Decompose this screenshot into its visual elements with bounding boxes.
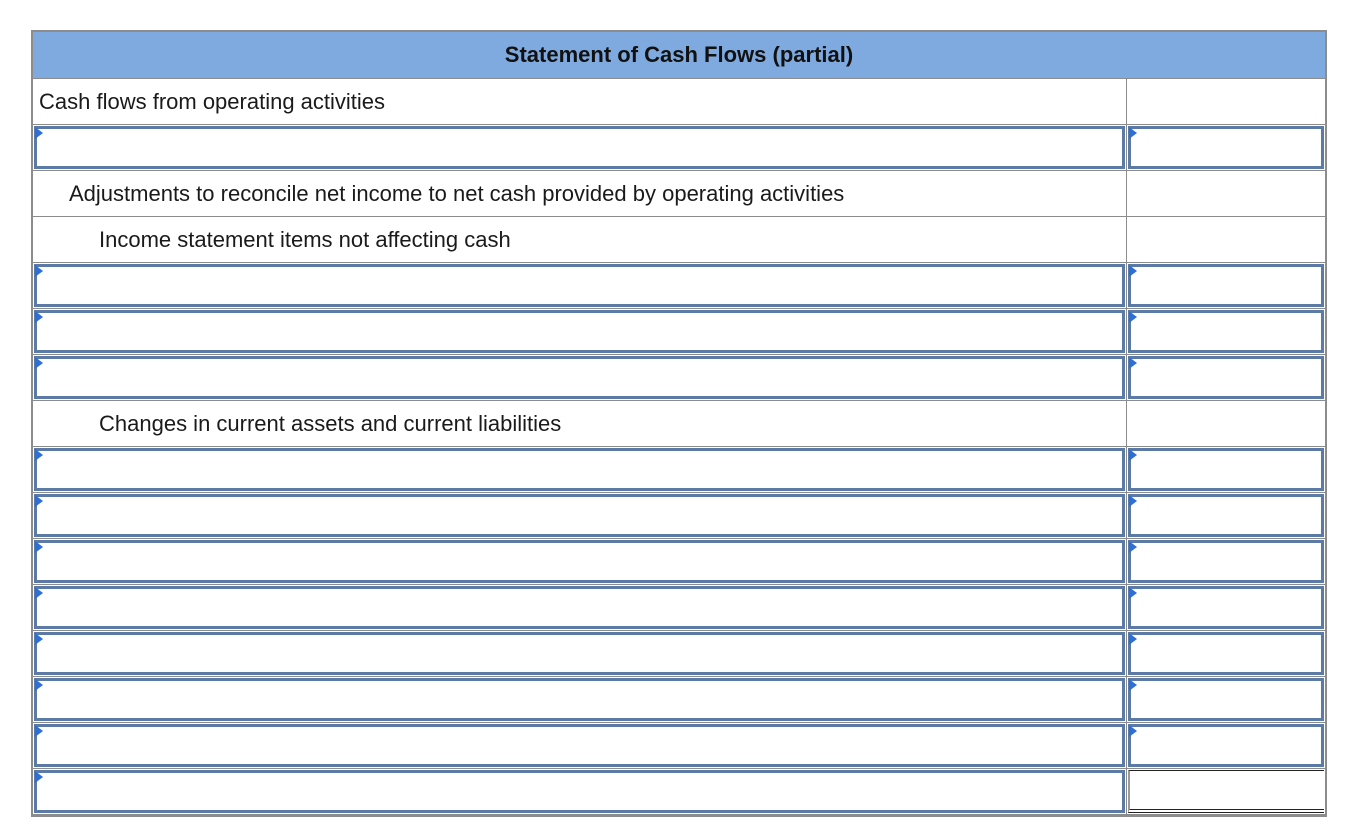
amount-cell (1127, 677, 1325, 723)
dropdown-marker-icon (35, 357, 43, 369)
amount-cell (1127, 125, 1325, 171)
account-select-input[interactable] (34, 448, 1125, 491)
dropdown-marker-icon (35, 725, 43, 737)
dropdown-marker-icon (35, 771, 43, 783)
account-select-input[interactable] (34, 770, 1125, 813)
account-select-cell (33, 447, 1127, 493)
statement-input-row (33, 263, 1325, 309)
statement-input-row (33, 677, 1325, 723)
dropdown-marker-icon (35, 633, 43, 645)
statement-label-row (33, 79, 1325, 125)
account-select-cell (33, 631, 1127, 677)
account-select-cell (33, 585, 1127, 631)
account-select-input[interactable] (34, 586, 1125, 629)
account-select-cell (33, 677, 1127, 723)
statement-label-row (33, 171, 1325, 217)
account-select-input[interactable] (34, 264, 1125, 307)
row-label: Cash flows from operating activities (33, 79, 1127, 125)
amount-input[interactable] (1128, 540, 1324, 583)
amount-input[interactable] (1128, 632, 1324, 675)
amount-input[interactable] (1128, 448, 1324, 491)
amount-cell-empty (1127, 401, 1325, 447)
amount-input[interactable] (1128, 724, 1324, 767)
dropdown-marker-icon (35, 311, 43, 323)
statement-input-row (33, 493, 1325, 539)
row-label: Income statement items not affecting cash (33, 217, 1127, 263)
account-select-input[interactable] (34, 632, 1125, 675)
account-select-cell (33, 539, 1127, 585)
statement-input-row (33, 539, 1325, 585)
amount-cell (1127, 631, 1325, 677)
dropdown-marker-icon (35, 265, 43, 277)
amount-input[interactable] (1128, 126, 1324, 169)
account-select-input[interactable] (34, 724, 1125, 767)
dropdown-marker-icon (35, 679, 43, 691)
statement-title: Statement of Cash Flows (partial) (33, 32, 1325, 79)
dropdown-marker-icon (1129, 311, 1137, 323)
amount-cell (1127, 355, 1325, 401)
cash-flow-statement-table (31, 30, 1327, 817)
amount-input[interactable] (1128, 356, 1324, 399)
dropdown-marker-icon (1129, 679, 1137, 691)
dropdown-marker-icon (35, 495, 43, 507)
amount-cell (1127, 447, 1325, 493)
amount-input[interactable] (1128, 586, 1324, 629)
account-select-input[interactable] (34, 494, 1125, 537)
dropdown-marker-icon (35, 127, 43, 139)
account-select-input[interactable] (34, 540, 1125, 583)
amount-cell (1127, 769, 1325, 815)
amount-cell (1127, 723, 1325, 769)
dropdown-marker-icon (35, 541, 43, 553)
dropdown-marker-icon (1129, 495, 1137, 507)
amount-cell-empty (1127, 171, 1325, 217)
dropdown-marker-icon (1129, 449, 1137, 461)
statement-rows (33, 79, 1325, 815)
amount-cell (1127, 309, 1325, 355)
statement-input-row (33, 125, 1325, 171)
account-select-input[interactable] (34, 678, 1125, 721)
statement-input-row (33, 769, 1325, 815)
amount-cell (1127, 493, 1325, 539)
statement-input-row (33, 631, 1325, 677)
account-select-cell (33, 769, 1127, 815)
statement-input-row (33, 309, 1325, 355)
account-select-cell (33, 125, 1127, 171)
account-select-cell (33, 309, 1127, 355)
amount-input[interactable] (1128, 264, 1324, 307)
statement-label-row (33, 217, 1325, 263)
amount-input[interactable] (1128, 678, 1324, 721)
dropdown-marker-icon (1129, 587, 1137, 599)
dropdown-marker-icon (35, 449, 43, 461)
statement-label-row (33, 401, 1325, 447)
dropdown-marker-icon (1129, 357, 1137, 369)
account-select-cell (33, 723, 1127, 769)
account-select-input[interactable] (34, 126, 1125, 169)
total-amount-input[interactable] (1128, 770, 1324, 813)
statement-input-row (33, 447, 1325, 493)
account-select-input[interactable] (34, 310, 1125, 353)
statement-input-row (33, 723, 1325, 769)
dropdown-marker-icon (35, 587, 43, 599)
amount-cell (1127, 263, 1325, 309)
account-select-cell (33, 355, 1127, 401)
amount-cell (1127, 585, 1325, 631)
amount-cell-empty (1127, 79, 1325, 125)
row-label: Changes in current assets and current liabilities (33, 401, 1127, 447)
dropdown-marker-icon (1129, 725, 1137, 737)
dropdown-marker-icon (1129, 541, 1137, 553)
amount-input[interactable] (1128, 310, 1324, 353)
amount-input[interactable] (1128, 494, 1324, 537)
row-label: Adjustments to reconcile net income to net cash provided by operating activities (33, 171, 1127, 217)
account-select-cell (33, 263, 1127, 309)
statement-input-row (33, 585, 1325, 631)
dropdown-marker-icon (1129, 265, 1137, 277)
amount-cell (1127, 539, 1325, 585)
dropdown-marker-icon (1129, 633, 1137, 645)
dropdown-marker-icon (1129, 127, 1137, 139)
statement-input-row (33, 355, 1325, 401)
account-select-input[interactable] (34, 356, 1125, 399)
amount-cell-empty (1127, 217, 1325, 263)
account-select-cell (33, 493, 1127, 539)
